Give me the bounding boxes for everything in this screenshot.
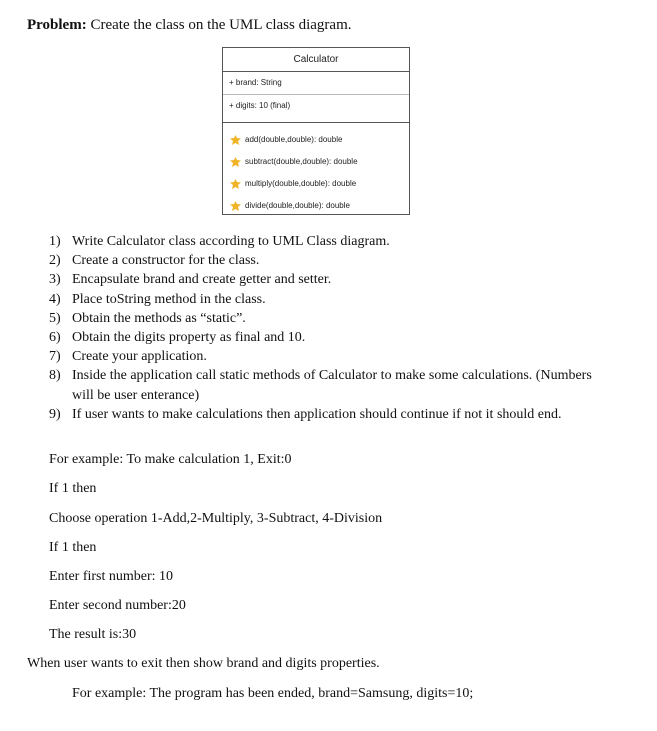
- list-item-number: 6): [49, 330, 61, 346]
- method-gear-icon: [230, 135, 241, 145]
- uml-operation-add: [223, 129, 409, 151]
- list-item-number: 3): [49, 272, 61, 288]
- problem-label: Problem:: [27, 17, 87, 33]
- uml-operation-multiply: [223, 173, 409, 195]
- example-first-number: Enter first number: 10: [49, 569, 174, 584]
- list-item-text: Place toString method in the class.: [72, 291, 266, 307]
- list-item-number: 7): [49, 349, 61, 365]
- uml-operation-label: subtract(double,double): double: [245, 157, 358, 166]
- list-item-number: 8): [49, 368, 61, 384]
- example-second-number: Enter second number:20: [49, 598, 186, 613]
- list-item-text: Encapsulate brand and create getter and setter.: [72, 272, 332, 288]
- list-item-number: 9): [49, 406, 61, 422]
- list-item: [49, 366, 609, 404]
- example-intro: For example: To make calculation 1, Exit:0: [49, 452, 292, 467]
- example-if-1: If 1 then: [49, 481, 97, 496]
- list-item: [49, 270, 609, 289]
- example-if-2: If 1 then: [49, 540, 97, 555]
- list-item: [49, 251, 609, 270]
- list-item: [49, 290, 609, 309]
- method-gear-icon: [230, 201, 241, 211]
- list-item: [49, 232, 609, 251]
- list-item-text: Create your application.: [72, 349, 207, 365]
- exit-example: For example: The program has been ended, brand=Samsung, digits=10;: [72, 686, 474, 701]
- list-item: [49, 347, 609, 366]
- uml-operation-label: multiply(double,double): double: [245, 179, 357, 188]
- steps-list: [49, 232, 609, 424]
- list-item: [49, 309, 609, 328]
- list-item-number: 5): [49, 310, 61, 326]
- uml-class-name: Calculator: [223, 48, 409, 72]
- example-choose-operation: Choose operation 1-Add,2-Multiply, 3-Subtract, 4-Division: [49, 511, 383, 526]
- list-item: [49, 405, 609, 424]
- uml-operation-divide: [223, 195, 409, 217]
- uml-operations: [223, 123, 409, 217]
- uml-attribute-digits: + digits: 10 (final): [229, 101, 291, 110]
- uml-class-diagram: [222, 47, 410, 215]
- list-item-number: 2): [49, 253, 61, 269]
- list-item-text: Write Calculator class according to UML Class diagram.: [72, 234, 390, 249]
- problem-text: Create the class on the UML class diagram.: [90, 17, 352, 33]
- method-gear-icon: [230, 157, 241, 167]
- list-item: [49, 328, 609, 347]
- list-item-number: 4): [49, 291, 61, 307]
- uml-operation-label: add(double,double): double: [245, 135, 343, 144]
- problem-statement: [27, 17, 352, 34]
- list-item-text: If user wants to make calculations then application should continue if not it should end.: [72, 406, 562, 422]
- list-item-text: Inside the application call static methods of Calculator to make some calculations. (Numbers will be user enterance): [72, 368, 592, 403]
- uml-operation-label: divide(double,double): double: [245, 201, 350, 210]
- example-result: The result is:30: [49, 627, 137, 642]
- method-gear-icon: [230, 179, 241, 189]
- list-item-text: Obtain the methods as “static”.: [72, 310, 246, 326]
- uml-attributes: [223, 72, 409, 123]
- uml-operation-subtract: [223, 151, 409, 173]
- list-item-text: Obtain the digits property as final and 10.: [72, 330, 306, 346]
- list-item-text: Create a constructor for the class.: [72, 253, 260, 269]
- uml-attribute-brand: + brand: String: [223, 72, 409, 95]
- list-item-number: 1): [49, 234, 61, 249]
- exit-instruction: When user wants to exit then show brand and digits properties.: [27, 656, 380, 671]
